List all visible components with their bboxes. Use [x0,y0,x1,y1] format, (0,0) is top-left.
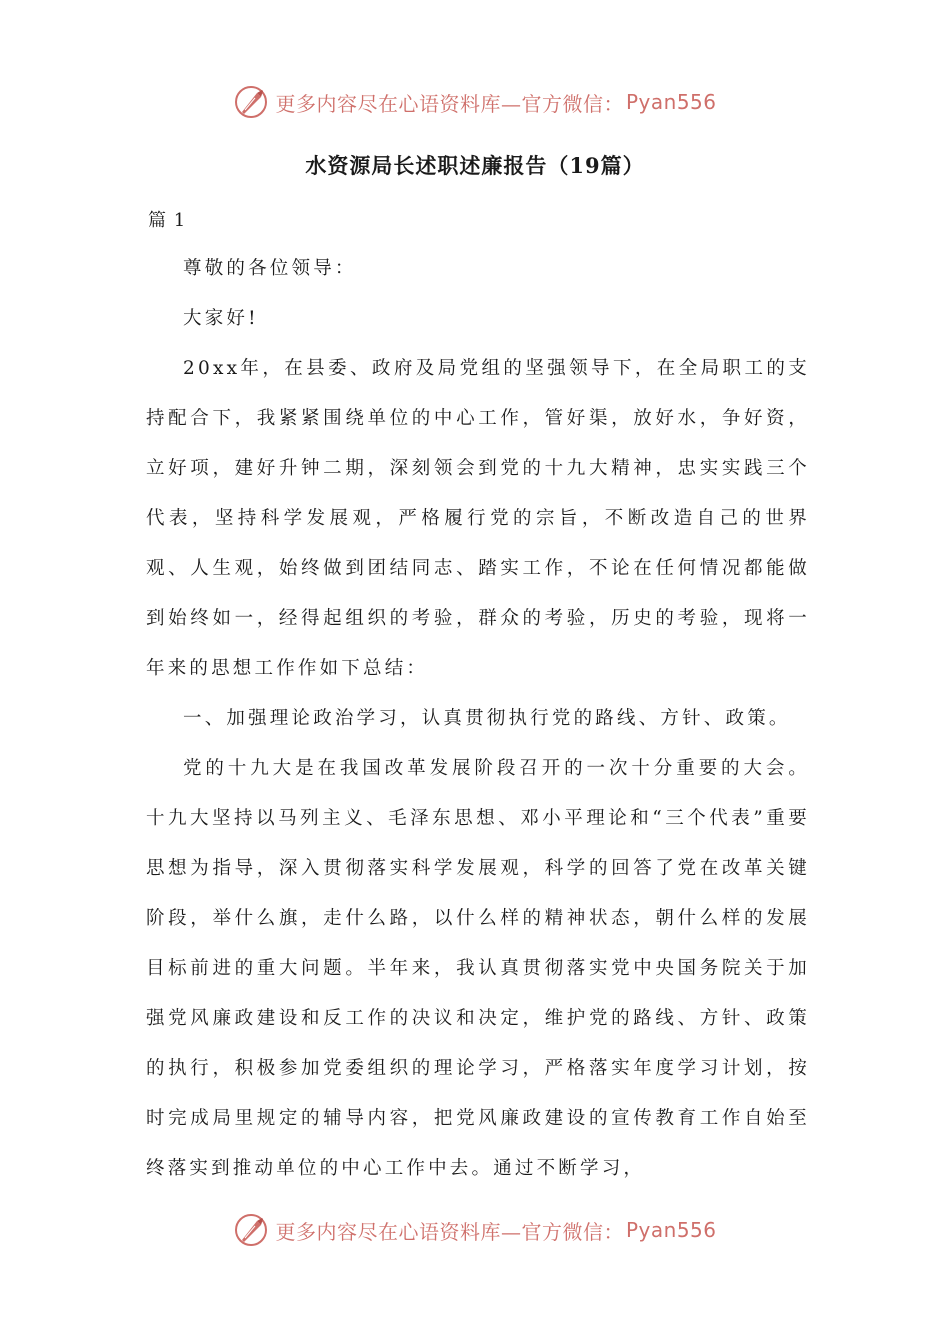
watermark-text: 更多内容尽在心语资料库—官方微信： [275,1219,624,1244]
greeting-paragraph: 大家好! [183,308,259,329]
document-body [146,244,810,1194]
body-paragraph: 党的十九大是在我国改革发展阶段召开的一次十分重要的大会。十九大坚持以马列主义、毛泽东思想、邓小平理论和“三个代表”重要思想为指导，深入贯彻落实科学发展观，科学的回答了党在改革关键阶段，举什么旗，走什么路，以什么样的精神状态，朝什么样的发展目标前进的重大问题。半年来，我认真贯彻落实党中央国务院关于加强党风廉政建设和反工作的决议和决定，维护党的路线、方针、政策的执行，积极参加党委组织的理论学习，严格落实年度学习计划，按时完成局里规定的辅导内容，把党风廉政建设的宣传教育工作自始至终落实到推动单位的中心工作中去。通过不断学习， [146,758,810,1179]
section-label: 篇 1 [148,210,187,231]
heading-paragraph: 一、加强理论政治学习，认真贯彻执行党的路线、方针、政策。 [183,708,791,729]
salutation-paragraph: 尊敬的各位领导： [183,258,357,279]
pen-nib-logo-icon [233,84,269,120]
watermark-wechat-id: Pyan556 [625,1218,717,1242]
footer-watermark [0,1208,950,1252]
watermark-text: 更多内容尽在心语资料库—官方微信： [275,91,624,116]
document-title: 水资源局长述职述廉报告（19篇） [305,153,645,178]
watermark-wechat-id: Pyan556 [625,90,717,114]
pen-nib-logo-icon [233,1212,269,1248]
intro-paragraph: 20xx年，在县委、政府及局党组的坚强领导下，在全局职工的支持配合下，我紧紧围绕单位的中心工作，管好渠，放好水，争好资，立好项，建好升钟二期，深刻领会到党的十九大精神，忠实实践三个代表，坚持科学发展观，严格履行党的宗旨，不断改造自己的世界观、人生观，始终做到团结同志、踏实工作，不论在任何情况都能做到始终如一，经得起组织的考验，群众的考验，历史的考验，现将一年来的思想工作作如下总结： [146,358,810,679]
header-watermark [0,80,950,124]
